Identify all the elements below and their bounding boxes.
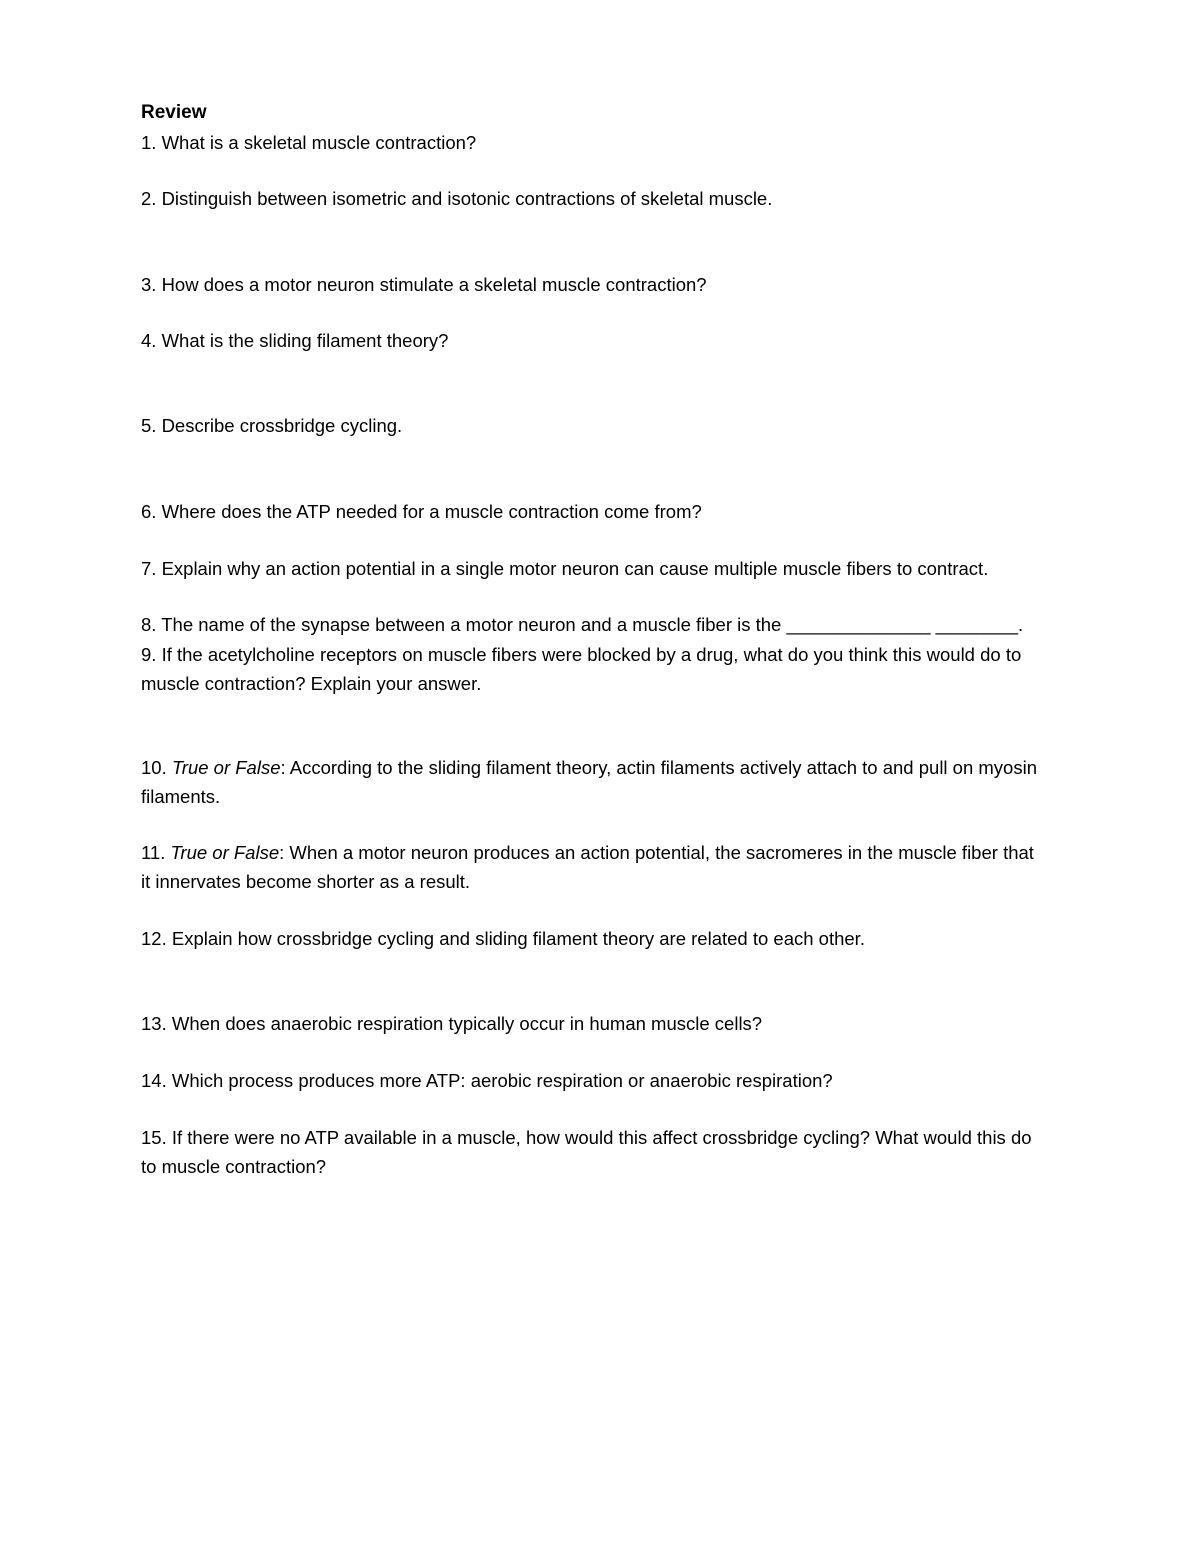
question-5: 5. Describe crossbridge cycling. xyxy=(141,415,403,436)
question-9-line-2: muscle contraction? Explain your answer. xyxy=(141,673,482,694)
question-14: 14. Which process produces more ATP: aerobic respiration or anaerobic respiration? xyxy=(141,1070,833,1091)
question-7: 7. Explain why an action potential in a single motor neuron can cause multiple muscle fibers to contract. xyxy=(141,558,989,579)
question-10-line-2: filaments. xyxy=(141,786,221,807)
question-10-line-1 xyxy=(141,753,1121,782)
question-10-number: 10. xyxy=(141,757,172,778)
question-11-line-2: it innervates become shorter as a result. xyxy=(141,871,471,892)
question-2: 2. Distinguish between isometric and isotonic contractions of skeletal muscle. xyxy=(141,188,773,209)
question-13: 13. When does anaerobic respiration typically occur in human muscle cells? xyxy=(141,1013,763,1034)
question-11-number: 11. xyxy=(141,842,171,863)
question-10-true-false: True or False xyxy=(171,757,281,778)
question-15-line-2: to muscle contraction? xyxy=(141,1156,327,1177)
question-8: 8. The name of the synapse between a motor neuron and a muscle fiber is the ______________ ________. xyxy=(141,614,1024,635)
question-15-line-1: 15. If there were no ATP available in a muscle, how would this affect crossbridge cycling? What would this do xyxy=(141,1127,1032,1148)
question-11-line-1 xyxy=(141,838,1121,867)
question-4: 4. What is the sliding filament theory? xyxy=(141,330,449,351)
question-12: 12. Explain how crossbridge cycling and sliding filament theory are related to each other. xyxy=(141,928,865,949)
question-11-text: : When a motor neuron produces an action potential, the sacromeres in the muscle fiber that xyxy=(279,842,1034,863)
question-1: 1. What is a skeletal muscle contraction? xyxy=(141,132,477,153)
question-10-text: : According to the sliding filament theory, actin filaments actively attach to and pull on myosin xyxy=(280,757,1037,778)
question-6: 6. Where does the ATP needed for a muscle contraction come from? xyxy=(141,501,702,522)
page-title: Review xyxy=(141,102,207,123)
question-3: 3. How does a motor neuron stimulate a skeletal muscle contraction? xyxy=(141,274,707,295)
question-9-line-1: 9. If the acetylcholine receptors on muscle fibers were blocked by a drug, what do you think this would do to xyxy=(141,644,1022,665)
question-11-true-false: True or False xyxy=(170,842,280,863)
